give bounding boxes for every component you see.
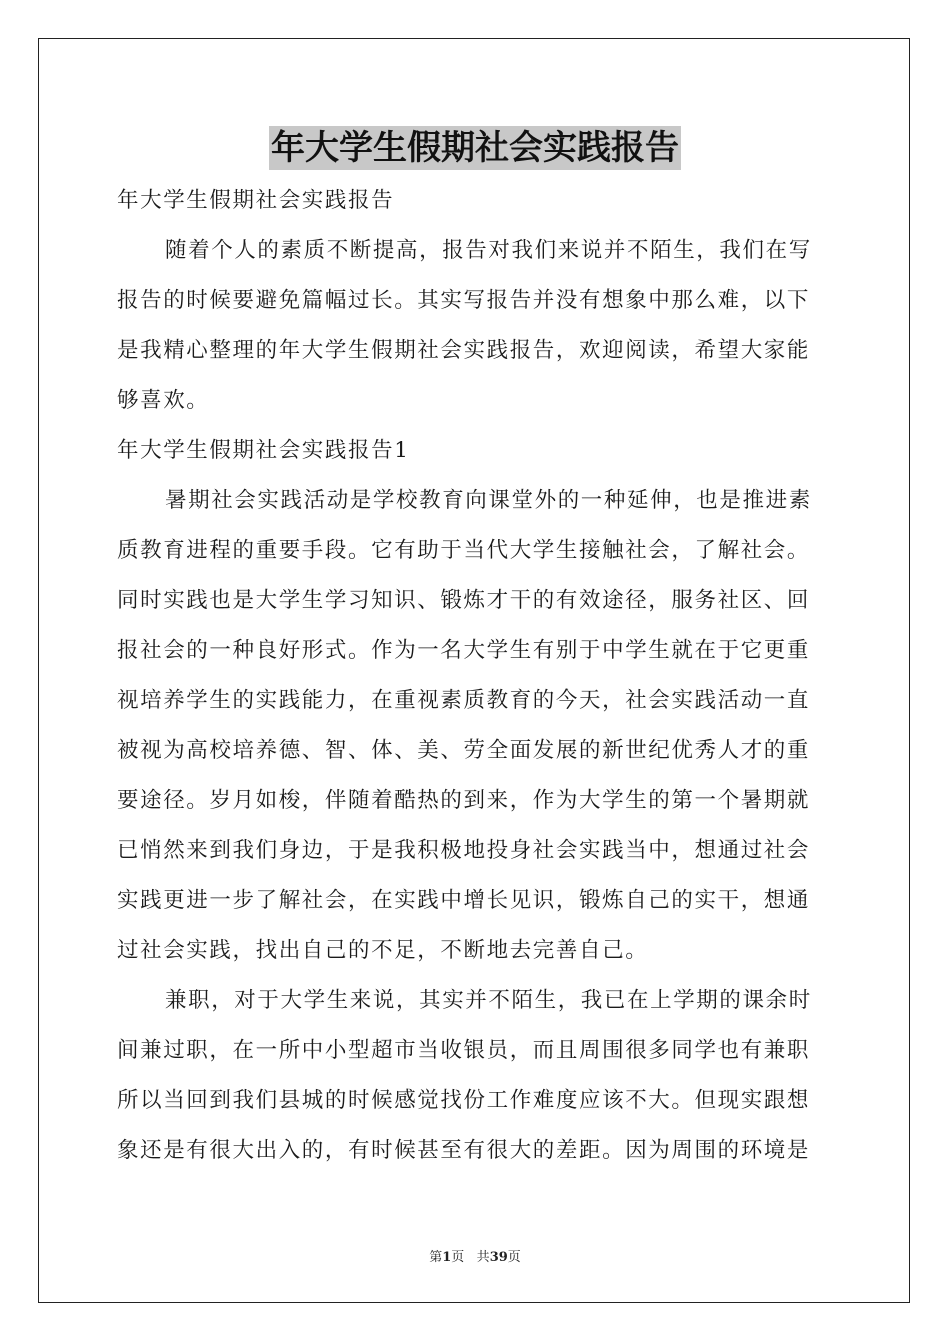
paragraph-line: 所以当回到我们县城的时候感觉找份工作难度应该不大。但现实跟想	[117, 1088, 811, 1113]
paragraph-line: 被视为高校培养德、智、体、美、劳全面发展的新世纪优秀人才的重	[117, 738, 811, 763]
page-footer	[0, 1246, 950, 1265]
paragraph-line: 报告的时候要避免篇幅过长。其实写报告并没有想象中那么难，以下	[117, 288, 811, 313]
paragraph-line: 视培养学生的实践能力，在重视素质教育的今天，社会实践活动一直	[117, 688, 811, 713]
page-suffix: 页	[451, 1250, 465, 1265]
paragraph-line: 间兼过职，在一所中小型超市当收银员，而且周围很多同学也有兼职	[117, 1038, 811, 1063]
page-prefix: 第	[429, 1250, 443, 1265]
paragraph-line: 够喜欢。	[117, 388, 210, 413]
paragraph-line: 质教育进程的重要手段。它有助于当代大学生接触社会，了解社会。	[117, 538, 811, 563]
paragraph-line: 随着个人的素质不断提高，报告对我们来说并不陌生，我们在写	[165, 238, 812, 263]
document-title: 年大学生假期社会实践报告	[271, 128, 679, 168]
total-pages-number: 39	[489, 1250, 508, 1265]
paragraph-line: 报社会的一种良好形式。作为一名大学生有别于中学生就在于它更重	[117, 638, 811, 663]
section-heading: 年大学生假期社会实践报告	[117, 188, 395, 213]
paragraph-line: 实践更进一步了解社会，在实践中增长见识，锻炼自己的实干，想通	[117, 888, 811, 913]
paragraph-line: 是我精心整理的年大学生假期社会实践报告，欢迎阅读，希望大家能	[117, 338, 811, 363]
section-heading: 年大学生假期社会实践报告1	[117, 438, 410, 463]
paragraph-line: 暑期社会实践活动是学校教育向课堂外的一种延伸，也是推进素	[165, 488, 812, 513]
title-container	[0, 126, 950, 170]
paragraph-line: 过社会实践，找出自己的不足，不断地去完善自己。	[117, 938, 649, 963]
paragraph-line: 同时实践也是大学生学习知识、锻炼才干的有效途径，服务社区、回	[117, 588, 811, 613]
paragraph-line: 已悄然来到我们身边，于是我积极地投身社会实践当中，想通过社会	[117, 838, 811, 863]
document-body	[117, 176, 833, 1176]
paragraph-line: 象还是有很大出入的，有时候甚至有很大的差距。因为周围的环境是	[117, 1138, 811, 1163]
paragraph-line: 兼职，对于大学生来说，其实并不陌生，我已在上学期的课余时	[165, 988, 812, 1013]
total-suffix: 页	[507, 1250, 521, 1265]
paragraph-line: 要途径。岁月如梭，伴随着酷热的到来，作为大学生的第一个暑期就	[117, 788, 811, 813]
total-prefix: 共	[476, 1250, 490, 1265]
current-page-number: 1	[442, 1250, 452, 1265]
